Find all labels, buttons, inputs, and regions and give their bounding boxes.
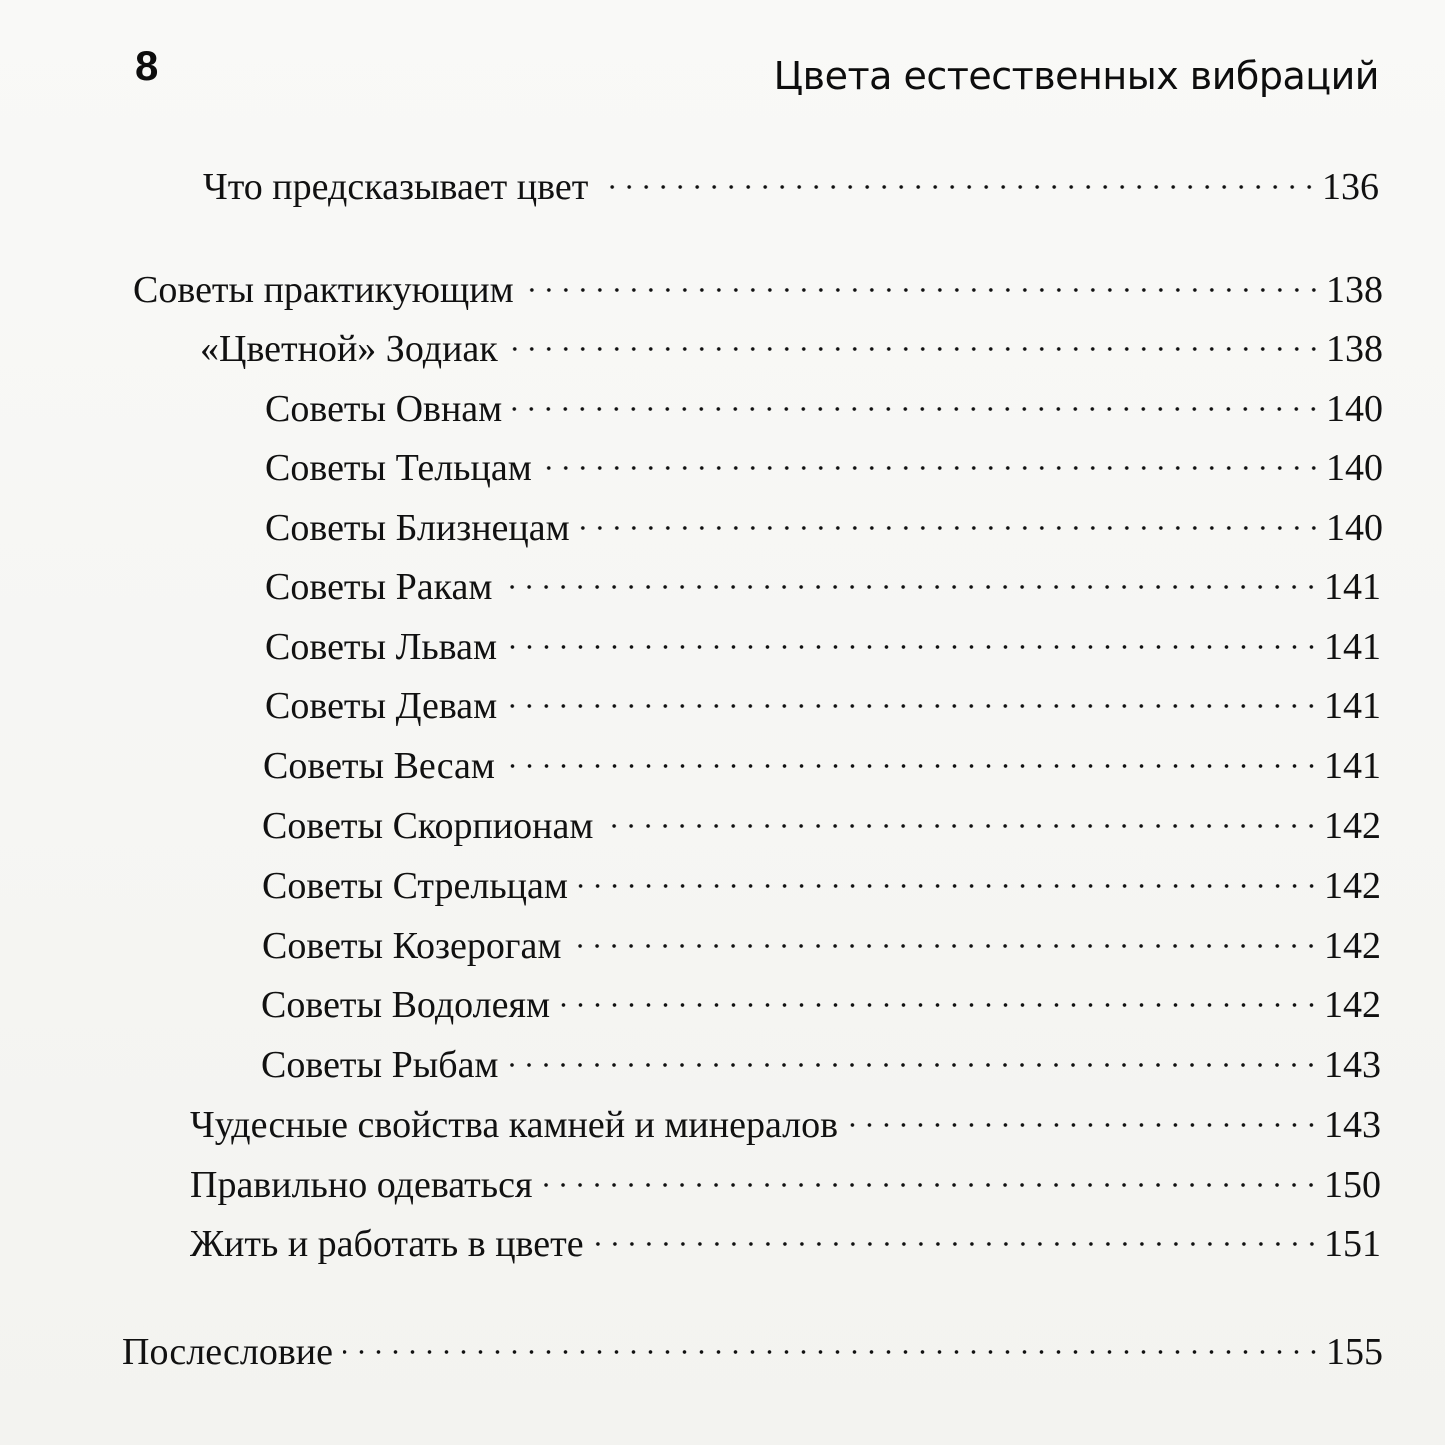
toc-leader-dots (578, 852, 1320, 898)
toc-entry-title: Что предсказывает цвет (203, 166, 589, 208)
running-title: Цвета естественных вибраций (773, 54, 1379, 98)
toc-entry (265, 494, 1383, 549)
toc-entry (203, 153, 1379, 208)
toc-leader-dots (598, 153, 1318, 199)
toc-entry-page: 141 (1324, 566, 1381, 608)
toc-entry-title: Советы Водолеям (261, 984, 551, 1026)
toc-entry (122, 1318, 1383, 1373)
toc-entry (200, 315, 1383, 370)
toc-entry-title: Советы Львам (265, 626, 498, 668)
toc-leader-dots (343, 1318, 1322, 1364)
toc-entry (265, 434, 1383, 489)
toc-entry-title: Советы Рыбам (261, 1044, 499, 1086)
toc-entry-title: Советы Весам (263, 745, 495, 787)
toc-entry (265, 553, 1381, 608)
toc-entry (265, 375, 1383, 430)
toc-entry-page: 143 (1324, 1044, 1381, 1086)
toc-leader-dots (542, 1151, 1320, 1197)
toc-leader-dots (505, 732, 1320, 778)
toc-leader-dots (507, 613, 1320, 659)
page-number: 8 (135, 42, 159, 89)
toc-entry-page: 142 (1324, 984, 1381, 1026)
toc-entry (190, 1151, 1381, 1206)
toc-entry-page: 141 (1324, 685, 1381, 727)
toc-entry-page: 141 (1324, 626, 1381, 668)
toc-leader-dots (580, 494, 1322, 540)
toc-entry (262, 912, 1381, 967)
toc-leader-dots (571, 912, 1320, 958)
toc-entry-title: Правильно одеваться (190, 1164, 533, 1206)
toc-entry (190, 1210, 1381, 1265)
toc-entry-title: Жить и работать в цвете (190, 1223, 584, 1265)
toc-entry-title: Чудесные свойства камней и минералов (190, 1104, 839, 1146)
toc-entry-page: 141 (1324, 745, 1381, 787)
toc-entry-title: Советы Стрельцам (262, 865, 568, 907)
toc-entry-title: Советы практикующим (133, 269, 514, 311)
toc-entry-page: 136 (1322, 166, 1379, 208)
toc-entry-title: Советы Близнецам (265, 507, 570, 549)
toc-leader-dots (508, 1031, 1320, 1077)
toc-entry-page: 151 (1324, 1223, 1381, 1265)
toc-leader-dots (594, 1210, 1320, 1256)
toc-entry (263, 732, 1381, 787)
toc-entry-title: Советы Девам (265, 685, 498, 727)
toc-entry-title: Советы Тельцам (265, 447, 532, 489)
toc-entry-page: 142 (1324, 925, 1381, 967)
toc-entry-page: 140 (1326, 507, 1383, 549)
toc-entry (262, 852, 1381, 907)
toc-leader-dots (508, 315, 1322, 361)
toc-entry-title: Послесловие (122, 1331, 334, 1373)
toc-entry (261, 1031, 1381, 1086)
toc-entry-title: «Цветной» Зодиак (200, 328, 498, 370)
toc-entry-page: 142 (1324, 805, 1381, 847)
toc-entry-page: 140 (1326, 388, 1383, 430)
toc-leader-dots (512, 375, 1322, 421)
toc-entry-title: Советы Скорпионам (262, 805, 594, 847)
toc-entry-title: Советы Козерогам (262, 925, 562, 967)
toc-entry (265, 613, 1381, 668)
toc-entry (261, 971, 1381, 1026)
toc-entry-page: 150 (1324, 1164, 1381, 1206)
toc-leader-dots (560, 971, 1320, 1017)
toc-entry-page: 142 (1324, 865, 1381, 907)
toc-entry-page: 140 (1326, 447, 1383, 489)
toc-entry-page: 143 (1324, 1104, 1381, 1146)
toc-leader-dots (507, 672, 1320, 718)
toc-entry (133, 256, 1383, 311)
toc-leader-dots (603, 792, 1320, 838)
toc-leader-dots (502, 553, 1320, 599)
toc-leader-dots (542, 434, 1322, 480)
toc-entry (190, 1091, 1381, 1146)
toc-entry (265, 672, 1381, 727)
toc-entry-title: Советы Овнам (265, 388, 503, 430)
toc-leader-dots (848, 1091, 1320, 1137)
toc-entry-page: 138 (1326, 328, 1383, 370)
toc-entry-title: Советы Ракам (265, 566, 493, 608)
toc-entry-page: 138 (1326, 269, 1383, 311)
toc-entry (262, 792, 1381, 847)
toc-entry-page: 155 (1326, 1331, 1383, 1373)
toc-leader-dots (524, 256, 1322, 302)
